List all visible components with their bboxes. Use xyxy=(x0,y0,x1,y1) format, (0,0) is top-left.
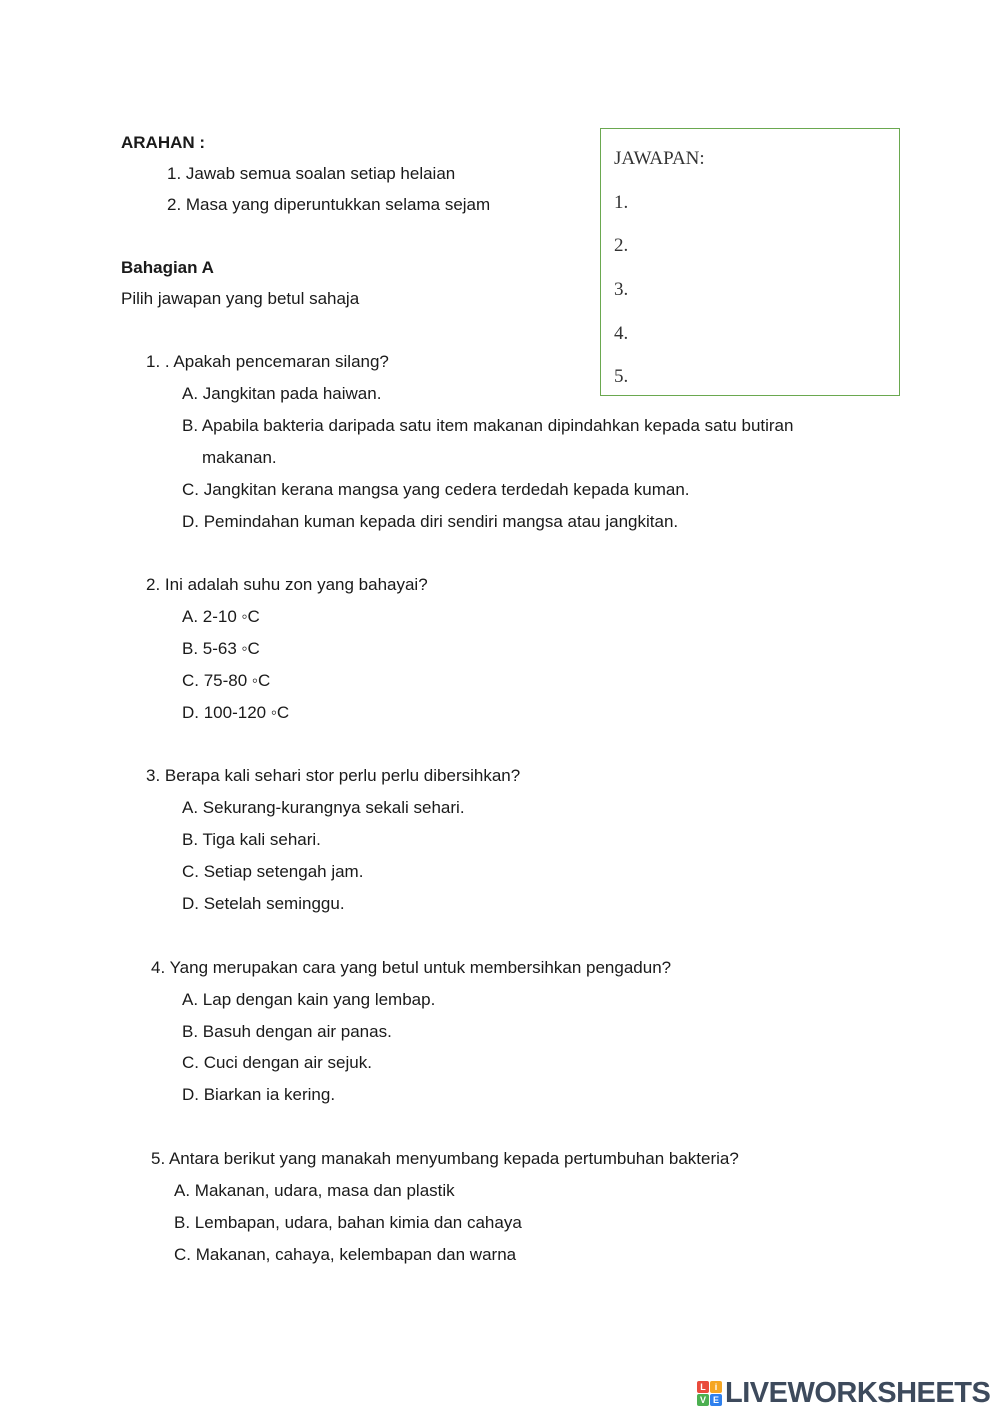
instructions-title: ARAHAN : xyxy=(121,133,206,152)
q2-option-b: B. 5-63 ◦C xyxy=(182,639,260,658)
logo-squares-icon xyxy=(697,1381,722,1406)
q3-option-d: D. Setelah seminggu. xyxy=(182,894,345,913)
q1-option-b: B. Apabila bakteria daripada satu item makanan dipindahkan kepada satu butiran xyxy=(182,416,794,435)
logo-square: V xyxy=(697,1394,709,1406)
q1-option-c: C. Jangkitan kerana mangsa yang cedera terdedah kepada kuman. xyxy=(182,480,690,499)
logo-square: E xyxy=(710,1394,722,1406)
answer-line-3[interactable]: 3. xyxy=(614,279,629,300)
q3-option-b: B. Tiga kali sehari. xyxy=(182,830,321,849)
answer-box xyxy=(600,128,900,396)
liveworksheets-logo xyxy=(697,1376,990,1410)
q5-option-b: B. Lembapan, udara, bahan kimia dan cahaya xyxy=(174,1213,522,1232)
q1-option-d: D. Pemindahan kuman kepada diri sendiri mangsa atau jangkitan. xyxy=(182,512,679,531)
answer-line-1[interactable]: 1. xyxy=(614,192,629,213)
section-subtitle: Pilih jawapan yang betul sahaja xyxy=(121,289,360,308)
q4-option-a: A. Lap dengan kain yang lembap. xyxy=(182,990,436,1009)
q2-option-a: A. 2-10 ◦C xyxy=(182,607,260,626)
q3-option-a: A. Sekurang-kurangnya sekali sehari. xyxy=(182,798,465,817)
question-4: 4. Yang merupakan cara yang betul untuk membersihkan pengadun? xyxy=(151,958,672,977)
q2-option-d: D. 100-120 ◦C xyxy=(182,703,290,722)
q4-option-c: C. Cuci dengan air sejuk. xyxy=(182,1053,372,1072)
q1-option-a: A. Jangkitan pada haiwan. xyxy=(182,384,382,403)
q5-option-c: C. Makanan, cahaya, kelembapan dan warna xyxy=(174,1245,517,1264)
q4-option-b: B. Basuh dengan air panas. xyxy=(182,1022,392,1041)
q5-option-a: A. Makanan, udara, masa dan plastik xyxy=(174,1181,455,1200)
answer-line-5[interactable]: 5. xyxy=(614,366,629,387)
q1-option-b-continued: makanan. xyxy=(202,448,277,467)
question-1: 1. . Apakah pencemaran silang? xyxy=(146,352,389,371)
answer-line-4[interactable]: 4. xyxy=(614,323,629,344)
instruction-item: 1. Jawab semua soalan setiap helaian xyxy=(167,164,456,183)
q4-option-d: D. Biarkan ia kering. xyxy=(182,1085,336,1104)
logo-square: L xyxy=(697,1381,709,1393)
q3-option-c: C. Setiap setengah jam. xyxy=(182,862,364,881)
logo-square: i xyxy=(710,1381,722,1393)
answer-box-title: JAWAPAN: xyxy=(614,148,705,169)
q2-option-c: C. 75-80 ◦C xyxy=(182,671,271,690)
answer-line-2[interactable]: 2. xyxy=(614,235,629,256)
instruction-item: 2. Masa yang diperuntukkan selama sejam xyxy=(167,195,491,214)
question-5: 5. Antara berikut yang manakah menyumbang kepada pertumbuhan bakteria? xyxy=(151,1149,739,1168)
question-2: 2. Ini adalah suhu zon yang bahayai? xyxy=(146,575,428,594)
logo-text: LIVEWORKSHEETS xyxy=(725,1376,991,1409)
question-3: 3. Berapa kali sehari stor perlu perlu dibersihkan? xyxy=(146,766,521,785)
section-title: Bahagian A xyxy=(121,258,214,277)
